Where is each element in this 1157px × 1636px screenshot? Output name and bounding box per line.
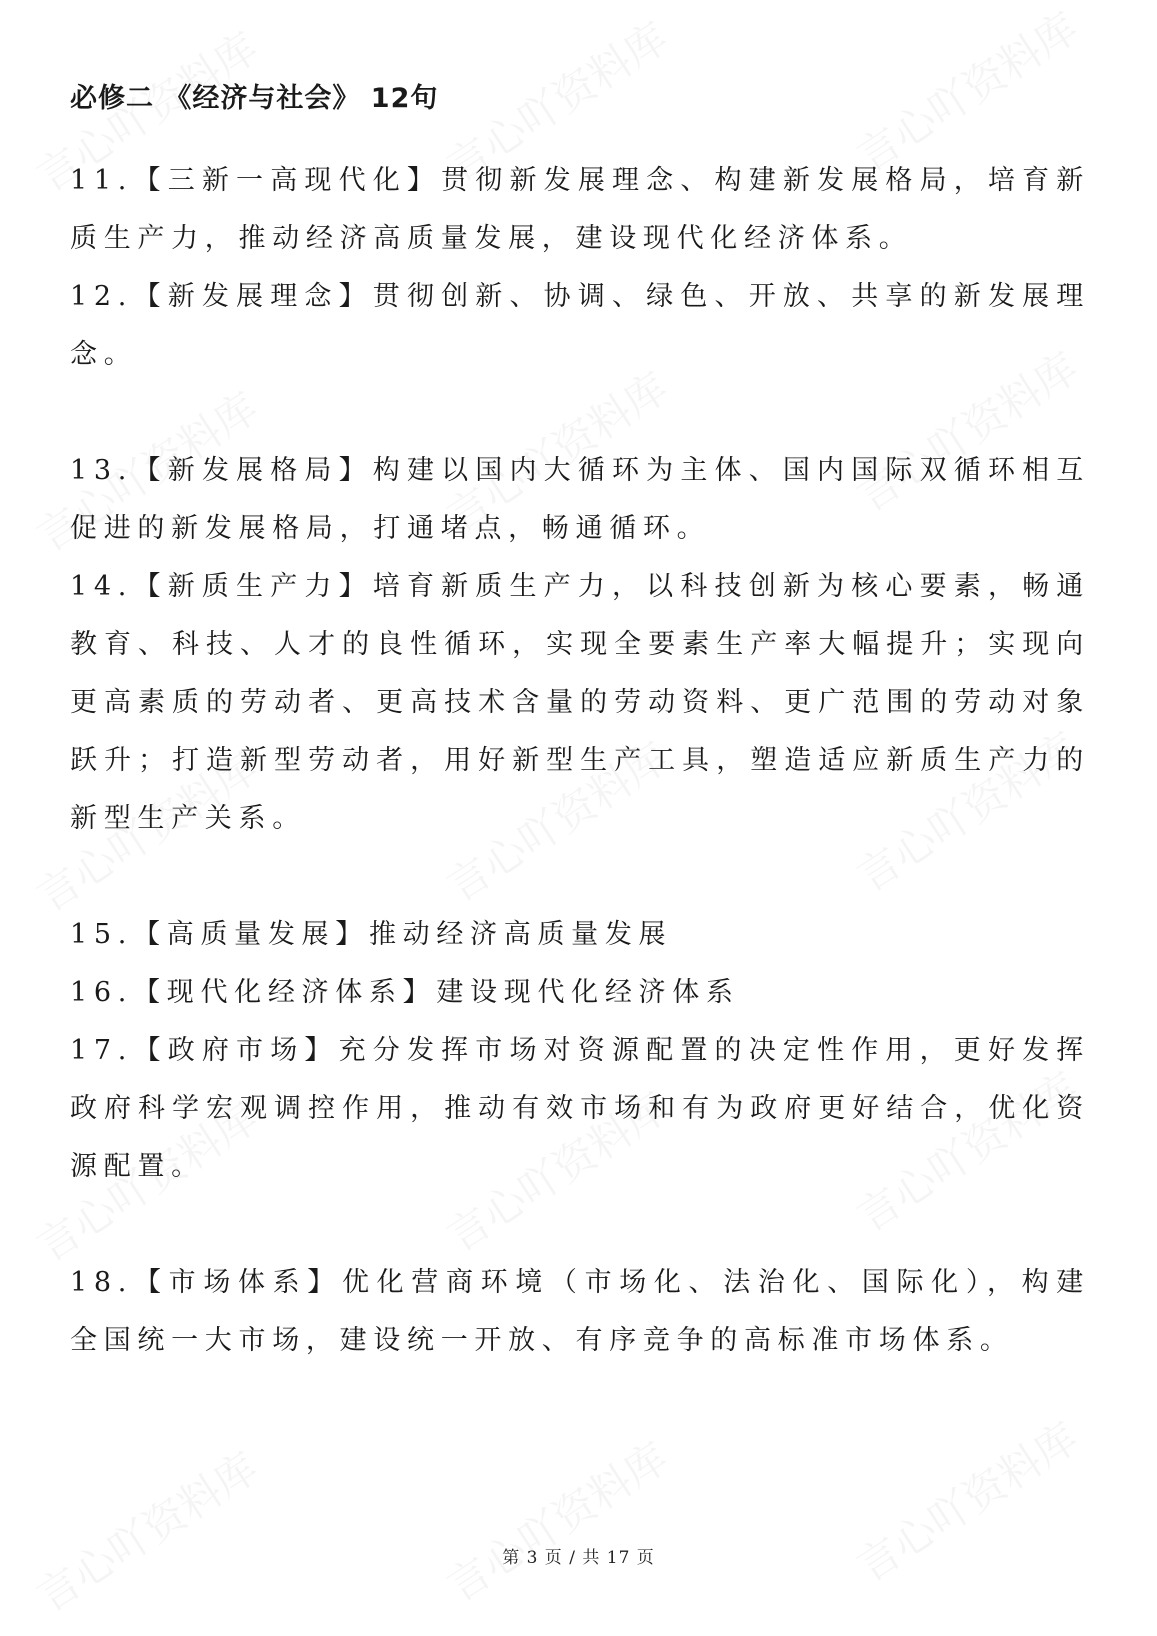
item-text: 培育新质生产力，以科技创新为核心要素，畅通教育、科技、人才的良性循环，实现全要素生产率大幅提升；实现向更高素质的劳动者、更高技术含量的劳动资料、更广范围的劳动对象跃升；打造新型劳动者，用好新型生产工具，塑造适应新质生产力的新型生产关系。	[70, 571, 1090, 834]
item-number: 11.	[70, 165, 134, 196]
item-list	[70, 152, 1090, 1370]
item-number: 17.	[70, 1035, 134, 1066]
item-text: 建设现代化经济体系	[436, 977, 740, 1008]
item-tag: 【高质量发展】	[133, 919, 369, 950]
list-item	[70, 964, 1090, 1022]
item-text: 贯彻新发展理念、构建新发展格局，培育新质生产力，推动经济高质量发展，建设现代化经济体系。	[70, 165, 1090, 254]
page-footer: 第 3 页 / 共 17 页	[502, 1548, 655, 1568]
item-tag: 【新发展格局】	[133, 455, 373, 486]
watermark-text	[24, 1436, 268, 1624]
item-tag: 【市场体系】	[133, 1267, 342, 1298]
watermark-text	[434, 1426, 678, 1614]
list-item	[70, 1022, 1090, 1196]
item-tag: 【现代化经济体系】	[133, 977, 437, 1008]
item-tag: 【三新一高现代化】	[133, 165, 442, 196]
list-item	[70, 906, 1090, 964]
item-text: 推动经济高质量发展	[368, 919, 673, 950]
item-text: 构建以国内大循环为主体、国内国际双循环相互促进的新发展格局，打通堵点，畅通循环。	[70, 455, 1090, 544]
list-item	[70, 1254, 1090, 1370]
item-text: 贯彻创新、协调、绿色、开放、共享的新发展理念。	[70, 281, 1090, 370]
page-heading: 必修二 《经济与社会》 12句	[70, 83, 439, 114]
item-number: 12.	[70, 281, 134, 312]
item-tag: 【政府市场】	[133, 1035, 339, 1066]
item-tag: 【新发展理念】	[133, 281, 373, 312]
item-number: 18.	[70, 1267, 134, 1298]
item-text: 优化营商环境（市场化、法治化、国际化），构建全国统一大市场，建设统一开放、有序竞争的高标准市场体系。	[70, 1267, 1091, 1356]
item-number: 16.	[70, 977, 134, 1008]
item-text: 充分发挥市场对资源配置的决定性作用，更好发挥政府科学宏观调控作用，推动有效市场和有为政府更好结合，优化资源配置。	[70, 1035, 1091, 1182]
item-number: 13.	[70, 455, 134, 486]
item-tag: 【新质生产力】	[133, 571, 373, 602]
item-number: 15.	[70, 919, 134, 950]
list-item	[70, 442, 1090, 558]
list-item	[70, 558, 1090, 848]
list-item	[70, 268, 1090, 384]
list-item	[70, 152, 1090, 268]
item-number: 14.	[70, 571, 134, 602]
